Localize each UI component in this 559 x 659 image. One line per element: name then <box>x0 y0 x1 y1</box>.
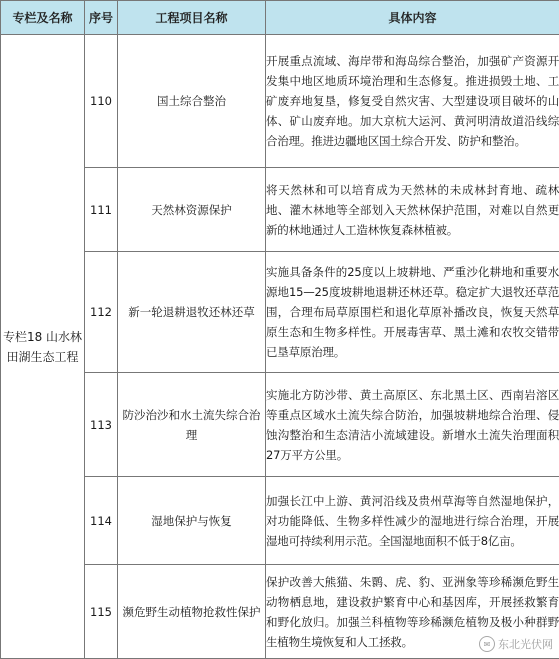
project-content: 实施北方防沙带、黄土高原区、东北黑土区、西南岩溶区等重点区域水土流失综合防治，加强坡耕地综合治理、侵蚀沟整治和生态清洁小流域建设。新增水土流失治理面积27万平方公里。 <box>266 373 559 477</box>
header-row <box>1 1 559 35</box>
category-cell <box>1 35 85 659</box>
wechat-icon: ✉ <box>479 636 495 652</box>
row-number: 112 <box>85 252 118 373</box>
row-number: 115 <box>85 565 118 659</box>
header-category: 专栏及名称 <box>1 1 85 35</box>
table-row <box>1 168 559 252</box>
project-content: 加强长江中上游、黄河沿线及贵州草海等自然湿地保护，对功能降低、生物多样性减少的湿地进行综合治理，开展湿地可持续利用示范。全国湿地面积不低于8亿亩。 <box>266 477 559 565</box>
table-row <box>1 477 559 565</box>
project-name: 湿地保护与恢复 <box>118 477 266 565</box>
project-name: 新一轮退耕退牧还林还草 <box>118 252 266 373</box>
row-number: 111 <box>85 168 118 252</box>
project-name: 天然林资源保护 <box>118 168 266 252</box>
table-row <box>1 35 559 168</box>
category-label: 专栏18 山水林田湖生态工程 <box>1 327 84 367</box>
table-row <box>1 252 559 373</box>
header-number: 序号 <box>85 1 118 35</box>
row-number: 113 <box>85 373 118 477</box>
watermark <box>479 636 553 652</box>
row-number: 110 <box>85 35 118 168</box>
row-number: 114 <box>85 477 118 565</box>
project-name: 濒危野生动植物抢救性保护 <box>118 565 266 659</box>
header-content: 具体内容 <box>266 1 559 35</box>
project-content: 保护改善大熊猫、朱鹮、虎、豹、亚洲象等珍稀濒危野生动物栖息地，建设救护繁育中心和基因库，开展拯救繁育和野化放归。加强兰科植物等珍稀濒危植物及极小种群野生植物生境恢复和人工拯救。 <box>266 565 559 659</box>
project-name: 防沙治沙和水土流失综合治理 <box>118 373 266 477</box>
table-row <box>1 565 559 659</box>
header-project: 工程项目名称 <box>118 1 266 35</box>
table-row <box>1 373 559 477</box>
project-name: 国土综合整治 <box>118 35 266 168</box>
project-content: 实施具备条件的25度以上坡耕地、严重沙化耕地和重要水源地15—25度坡耕地退耕还林还草。稳定扩大退牧还草范围，合理布局草原围栏和退化草原补播改良，恢复天然草原生态和生物多样性。开展毒害草、黑土滩和农牧交错带已垦草原治理。 <box>266 252 559 373</box>
project-content: 将天然林和可以培育成为天然林的未成林封育地、疏林地、灌木林地等全部划入天然林保护范围，对难以自然更新的林地通过人工造林恢复森林植被。 <box>266 168 559 252</box>
watermark-text: 东北光伏网 <box>498 636 553 652</box>
project-content: 开展重点流域、海岸带和海岛综合整治，加强矿产资源开发集中地区地质环境治理和生态修复。推进损毁土地、工矿废弃地复垦，修复受自然灾害、大型建设项目破坏的山体、矿山废弃地。加大京杭大运河、黄河明清故道沿线综合治理。推进边疆地区国土综合开发、防护和整治。 <box>266 35 559 168</box>
